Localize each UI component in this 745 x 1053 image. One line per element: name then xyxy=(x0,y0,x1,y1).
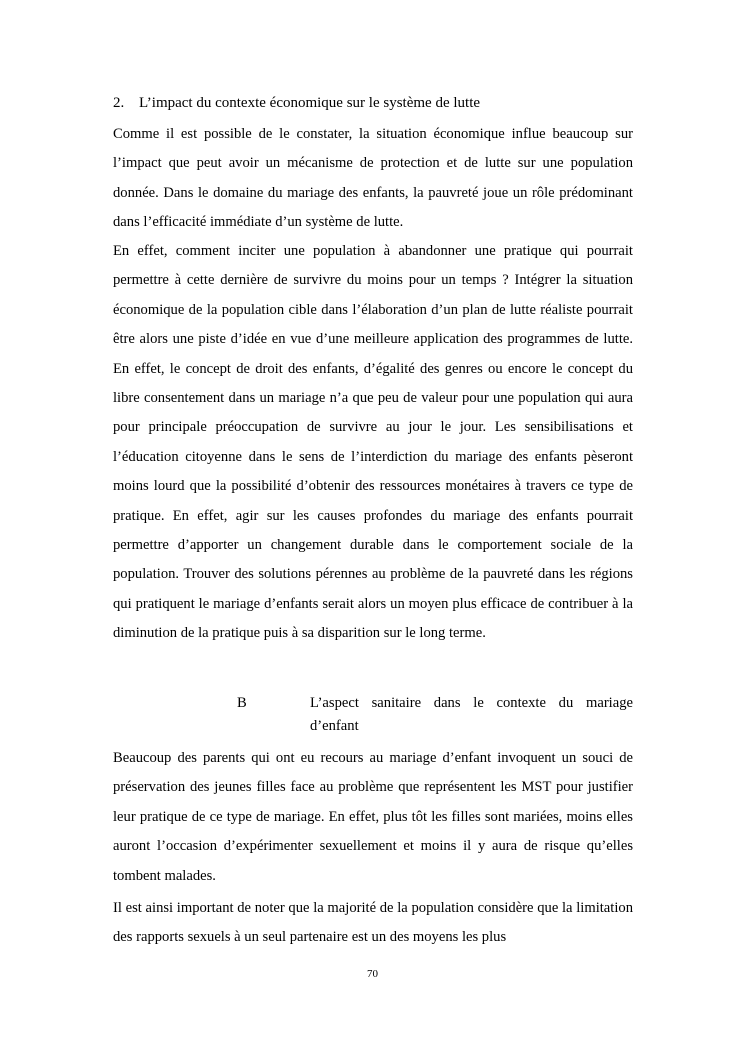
page-number: 70 xyxy=(367,968,378,980)
subsection-title: L’impact du contexte économique sur le système de lutte xyxy=(139,95,481,111)
subsection-heading xyxy=(113,93,633,113)
paragraph-parents-std-concern: Beaucoup des parents qui ont eu recours au mariage d’enfant invoquent un souci de préservation des jeunes filles face au problème que représentent les MST pour justifier leur pratique de ce type de mariage. En effet, plus tôt les filles sont mariées, moins elles auront l’occasion d’expérimenter sexuellement et moins il y aura de risque qu’elles tombent malades. xyxy=(113,750,633,884)
paragraph-single-partner: Il est ainsi important de noter que la majorité de la population considère que la limitation des rapports sexuels à un seul partenaire est un des moyens les plus xyxy=(113,900,633,946)
paragraph-economic-influence: Comme il est possible de le constater, la situation économique influe beaucoup sur l’impact que peut avoir un mécanisme de protection et de lutte sur une population donnée. Dans le domaine du mariage des enfants, la pauvreté joue un rôle prédominant dans l’efficacité immédiate d’un système de lutte. xyxy=(113,126,633,231)
section-letter: B xyxy=(237,695,247,711)
subsection-number: 2. xyxy=(113,95,125,111)
section-title xyxy=(310,692,633,738)
section-title-line-2: d’enfant xyxy=(310,718,359,734)
paragraph-poverty-solutions: En effet, comment inciter une population à abandonner une pratique qui pourrait permettre à cette dernière de survivre du moins pour un temps ? Intégrer la situation économique de la population cible dans l’élaboration d’un plan de lutte réaliste pourrait être alors une piste d’idée en vue d’une meilleure application des programmes de lutte. En effet, le concept de droit des enfants, d’égalité des genres ou encore le concept du libre consentement dans un mariage n’a que peu de valeur pour une population qui aura pour principale préoccupation de survivre au jour le jour. Les sensibilisations et l’éducation citoyenne dans le sens de l’interdiction du mariage des enfants pèseront moins lourd que la possibilité d’obtenir des ressources monétaires à travers ce type de pratique. En effet, agir sur les causes profondes du mariage des enfants pourrait permettre d’apporter un changement durable dans le comportement sociale de la population. Trouver des solutions pérennes au problème de la pauvreté dans les régions qui pratiquent le mariage d’enfants serait alors un moyen plus efficace de contribuer à la diminution de la pratique puis à sa disparition sur le long terme. xyxy=(113,243,633,642)
section-title-line-1: L’aspect sanitaire dans le contexte du mariage xyxy=(310,695,633,711)
